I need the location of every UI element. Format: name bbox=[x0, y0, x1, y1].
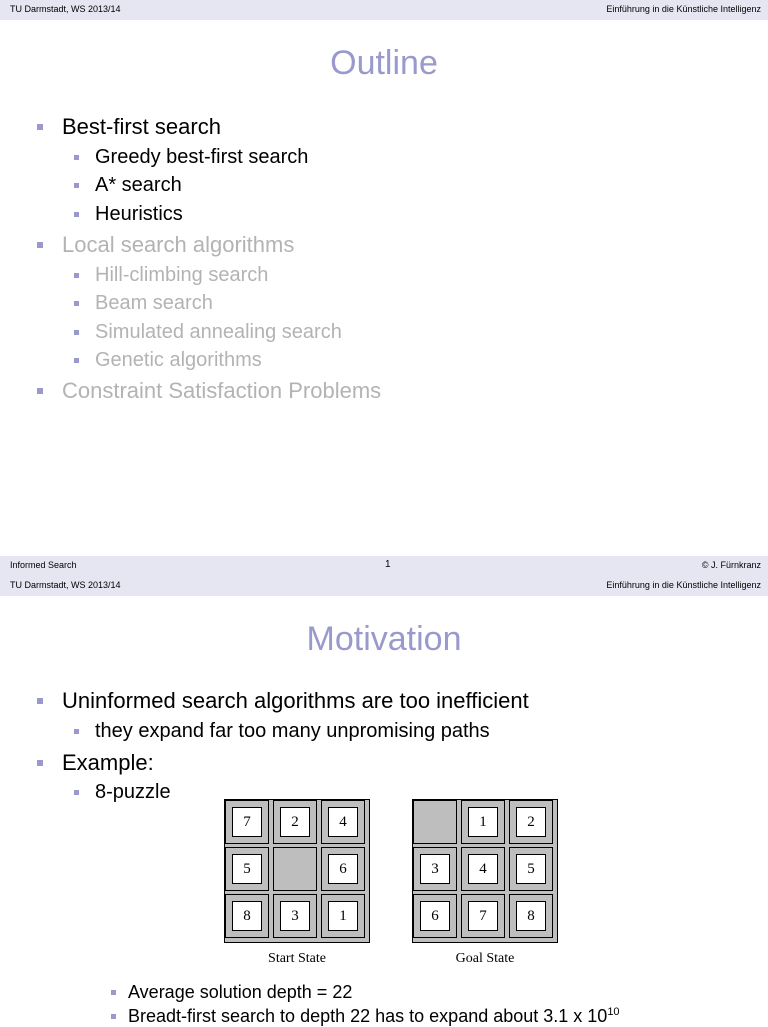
puzzle-tile: 2 bbox=[280, 807, 310, 837]
bullet-marker-icon bbox=[74, 790, 79, 795]
start-state-grid bbox=[224, 799, 370, 943]
bullet-marker-icon bbox=[74, 273, 79, 278]
goal-state-grid bbox=[412, 799, 558, 943]
puzzle-tile: 1 bbox=[468, 807, 498, 837]
puzzle-cell bbox=[413, 847, 457, 891]
goal-state-label: Goal State bbox=[455, 951, 515, 966]
puzzle-tile: 3 bbox=[420, 854, 450, 884]
puzzle-cell bbox=[273, 894, 317, 938]
puzzle-cell bbox=[225, 847, 269, 891]
start-state-label: Start State bbox=[268, 951, 326, 966]
bullet-item: Constraint Satisfaction Problems bbox=[62, 378, 381, 404]
puzzle-cell bbox=[413, 894, 457, 938]
bullet-item: Genetic algorithms bbox=[95, 349, 262, 372]
bullet-marker-icon bbox=[74, 330, 79, 335]
exponent: 10 bbox=[607, 1006, 620, 1018]
puzzle-cell bbox=[225, 894, 269, 938]
bullet-item: Simulated annealing search bbox=[95, 321, 342, 344]
bullet-item: Local search algorithms bbox=[62, 232, 294, 258]
footer-bar bbox=[0, 556, 768, 576]
bullet-marker-icon bbox=[74, 155, 79, 160]
eight-puzzle-figure bbox=[224, 799, 558, 975]
puzzle-cell bbox=[413, 800, 457, 844]
puzzle-tile: 2 bbox=[516, 807, 546, 837]
bullet-marker-icon bbox=[37, 760, 43, 766]
puzzle-tile: 3 bbox=[280, 901, 310, 931]
header-right: Einführung in die Künstliche Intelligenz bbox=[606, 4, 761, 14]
bullet-item: 8-puzzle bbox=[95, 781, 171, 804]
puzzle-tile: 7 bbox=[468, 901, 498, 931]
header-left: TU Darmstadt, WS 2013/14 bbox=[10, 4, 121, 14]
puzzle-tile: 6 bbox=[420, 901, 450, 931]
bullet-item: they expand far too many unpromising paths bbox=[95, 720, 490, 743]
bullet-item: Heuristics bbox=[95, 203, 183, 226]
bullet-marker-icon bbox=[74, 729, 79, 734]
puzzle-tile: 6 bbox=[328, 854, 358, 884]
puzzle-cell bbox=[461, 894, 505, 938]
puzzle-cell bbox=[461, 800, 505, 844]
bullet-marker-icon bbox=[111, 1014, 116, 1019]
puzzle-cell bbox=[509, 800, 553, 844]
puzzle-tile: 4 bbox=[468, 854, 498, 884]
puzzle-cell bbox=[225, 800, 269, 844]
bullet-item: Best-first search bbox=[62, 114, 221, 140]
bullet-marker-icon bbox=[37, 698, 43, 704]
puzzle-tile: 8 bbox=[516, 901, 546, 931]
puzzle-tile: 7 bbox=[232, 807, 262, 837]
puzzle-cell bbox=[321, 800, 365, 844]
bullet-item: A* search bbox=[95, 174, 182, 197]
bullet-item: Uninformed search algorithms are too inefficient bbox=[62, 688, 529, 714]
puzzle-cell bbox=[273, 800, 317, 844]
puzzle-cell bbox=[461, 847, 505, 891]
bullet-item: Average solution depth = 22 bbox=[128, 982, 352, 1003]
puzzle-tile: 4 bbox=[328, 807, 358, 837]
header-bar bbox=[0, 576, 768, 596]
puzzle-cell bbox=[273, 847, 317, 891]
bullet-marker-icon bbox=[37, 388, 43, 394]
puzzle-cell bbox=[321, 847, 365, 891]
bullet-marker-icon bbox=[74, 358, 79, 363]
footer-right: © J. Fürnkranz bbox=[701, 560, 761, 570]
bullet-item: Example: bbox=[62, 750, 154, 776]
bullet-item: Beam search bbox=[95, 292, 213, 315]
bullet-marker-icon bbox=[74, 183, 79, 188]
bullet-marker-icon bbox=[37, 242, 43, 248]
puzzle-cell bbox=[509, 847, 553, 891]
bullet-marker-icon bbox=[74, 212, 79, 217]
page-number: 1 bbox=[385, 559, 391, 570]
header-bar bbox=[0, 0, 768, 20]
bullet-marker-icon bbox=[111, 990, 116, 995]
puzzle-tile: 8 bbox=[232, 901, 262, 931]
footer-left: Informed Search bbox=[10, 560, 77, 570]
bullet-item: Greedy best-first search bbox=[95, 146, 308, 169]
slide-title: Outline bbox=[330, 44, 438, 82]
slide-motivation bbox=[0, 576, 768, 1024]
header-right: Einführung in die Künstliche Intelligenz bbox=[606, 580, 761, 590]
puzzle-tile: 1 bbox=[328, 901, 358, 931]
bullet-marker-icon bbox=[74, 301, 79, 306]
bullet-item: Hill-climbing search bbox=[95, 264, 268, 287]
bullet-item: Breadt-first search to depth 22 has to expand about 3.1 x $10^{10}$ bbox=[128, 1006, 620, 1027]
puzzle-tile: 5 bbox=[516, 854, 546, 884]
puzzle-cell bbox=[509, 894, 553, 938]
bullet-marker-icon bbox=[37, 124, 43, 130]
slide-title: Motivation bbox=[306, 620, 462, 658]
puzzle-cell bbox=[321, 894, 365, 938]
header-left: TU Darmstadt, WS 2013/14 bbox=[10, 580, 121, 590]
puzzle-tile: 5 bbox=[232, 854, 262, 884]
